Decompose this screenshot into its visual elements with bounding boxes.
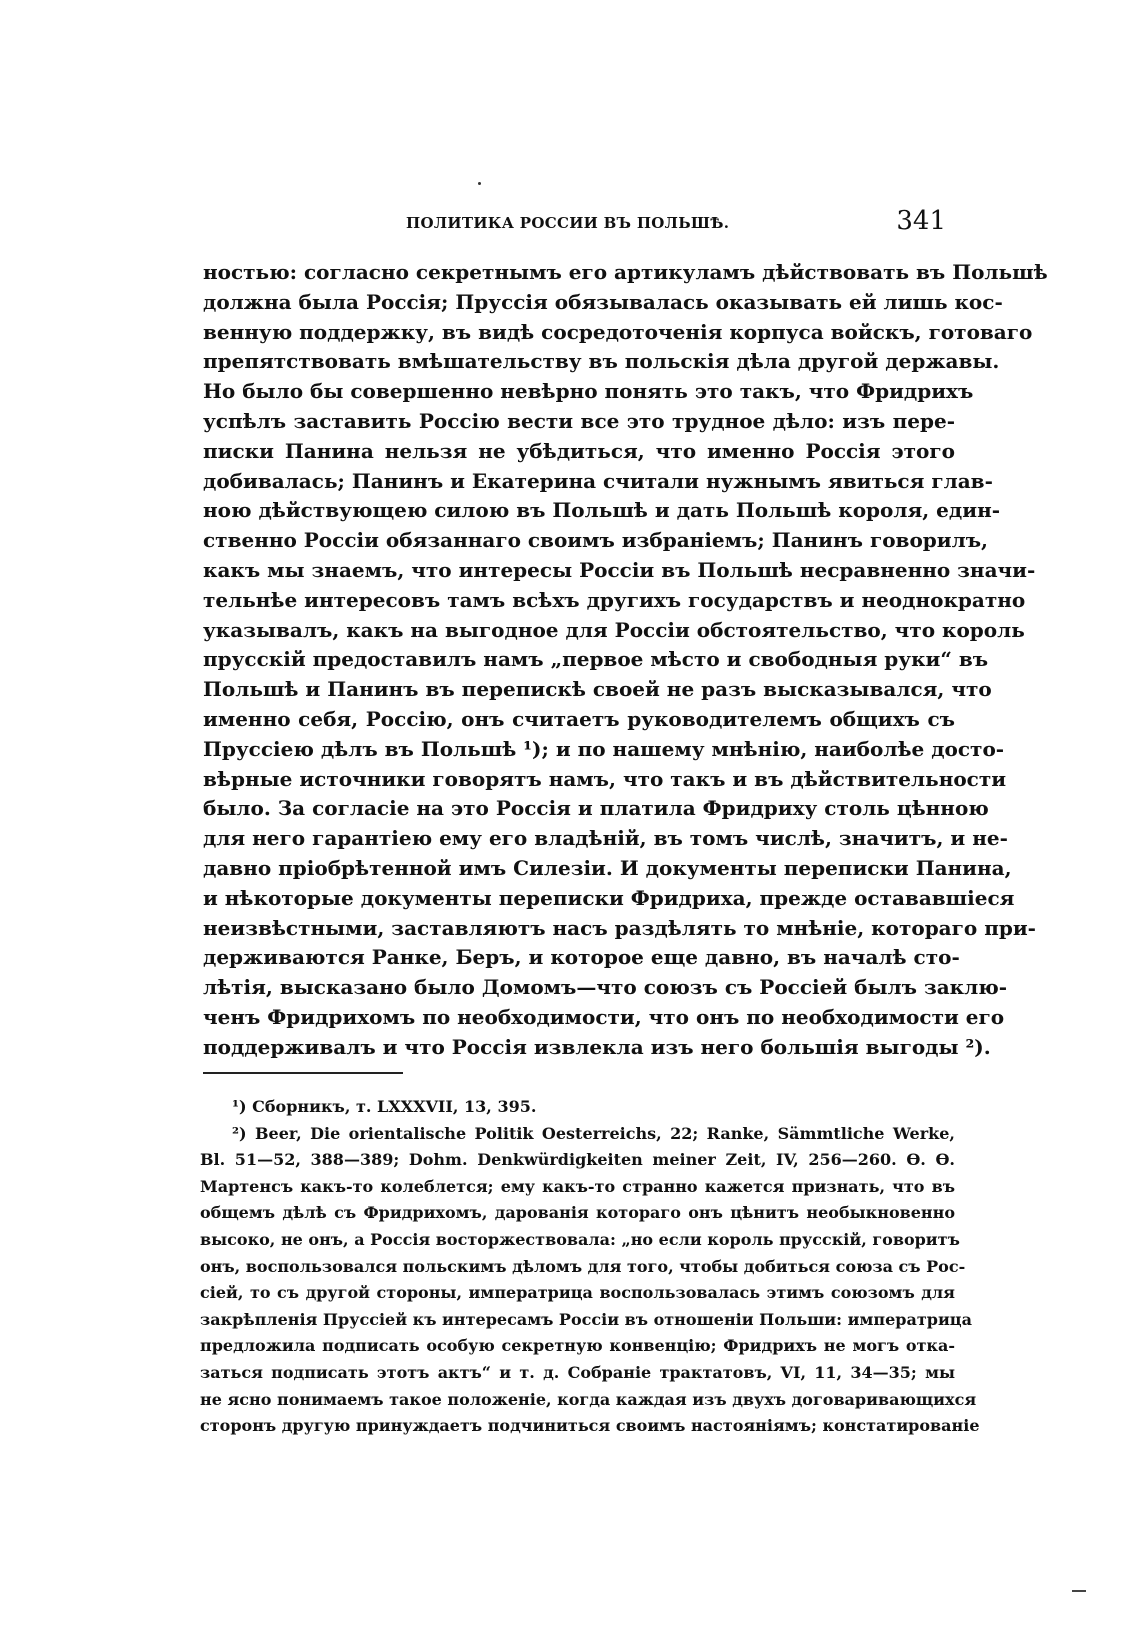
text-line: прусскій предоставилъ намъ „первое мѣсто и свободныя руки“ въ xyxy=(203,647,989,672)
text-line: венную поддержку, въ видѣ сосредоточенія корпуса войскъ, готоваго xyxy=(203,319,1033,344)
footnote-line: закрѣпленія Пруссіей къ интересамъ Россіи въ отношеніи Польши: императрица xyxy=(200,1309,972,1329)
page-header xyxy=(200,206,952,246)
text-line: успѣлъ заставить Россію вести все это трудное дѣло: изъ пере- xyxy=(203,408,955,433)
text-line: указывалъ, какъ на выгодное для Россіи обстоятельство, что король xyxy=(203,617,1025,642)
text-line: добивалась; Панинъ и Екатерина считали нужнымъ явиться глав- xyxy=(203,468,993,493)
text-line: и нѣкоторые документы переписки Фридриха, прежде остававшіеся xyxy=(203,885,1015,910)
text-line: Но было бы совершенно невѣрно понять это такъ, что Фридрихъ xyxy=(203,379,974,404)
footnote-line: Bl. 51—52, 388—389; Dohm. Denkwürdigkeiten meiner Zeit, IV, 256—260. Ѳ. Ѳ. xyxy=(200,1150,955,1170)
text-line: лѣтія, высказано было Домомъ—что союзъ съ Россіей былъ заклю- xyxy=(203,975,1008,1000)
ink-speck xyxy=(478,182,481,185)
footnote-line: онъ, воспользовался польскимъ дѣломъ для того, чтобы добиться союза съ Рос- xyxy=(200,1256,966,1276)
text-line: именно себя, Россію, онъ считаетъ руководителемъ общихъ съ xyxy=(203,706,955,731)
running-title: ПОЛИТИКА РОССИИ ВЪ ПОЛЬШѢ. xyxy=(406,214,730,232)
text-line: ною дѣйствующею силою въ Польшѣ и дать Польшѣ короля, един- xyxy=(203,498,1001,523)
footnotes xyxy=(200,1094,980,1440)
text-line: писки Панина нельзя не убѣдиться, что именно Россія этого xyxy=(203,438,955,463)
text-line: вѣрные источники говорятъ намъ, что такъ и въ дѣйствительности xyxy=(203,766,1007,791)
text-line: должна была Россія; Пруссія обязывалась оказывать ей лишь кос- xyxy=(203,289,1003,314)
footnote-line: Мартенсъ какъ-то колеблется; ему какъ-то странно кажется признать, что въ xyxy=(200,1176,955,1196)
text-line: какъ мы знаемъ, что интересы Россіи въ Польшѣ несравненно значи- xyxy=(203,557,1036,582)
footnote-line: не ясно понимаемъ такое положеніе, когда каждая изъ двухъ договаривающихся xyxy=(200,1389,977,1409)
page-number: 341 xyxy=(896,206,946,236)
footnote-line: ²) Beer, Die orientalische Politik Oesterreichs, 22; Ranke, Sämmtliche Werke, xyxy=(232,1123,955,1143)
text-line: ственно Россіи обязаннаго своимъ избраніемъ; Панинъ говорилъ, xyxy=(203,528,989,553)
edge-dash xyxy=(1072,1590,1086,1592)
text-line: для него гарантіею ему его владѣній, въ томъ числѣ, значитъ, и не- xyxy=(203,826,1008,851)
text-line: препятствовать вмѣшательству въ польскія дѣла другой державы. xyxy=(203,349,1000,374)
text-line: Пруссіею дѣлъ въ Польшѣ ¹); и по нашему мнѣнію, наиболѣе досто- xyxy=(203,736,1005,761)
footnote-separator xyxy=(203,1072,403,1074)
footnote-line: общемъ дѣлѣ съ Фридрихомъ, дарованія котораго онъ цѣнитъ необыкновенно xyxy=(200,1203,955,1223)
text-line: Польшѣ и Панинъ въ перепискѣ своей не разъ высказывался, что xyxy=(203,677,992,702)
text-line: держиваются Ранке, Беръ, и которое еще давно, въ началѣ сто- xyxy=(203,945,960,970)
text-line: тельнѣе интересовъ тамъ всѣхъ другихъ государствъ и неоднократно xyxy=(203,587,1026,612)
text-line: поддерживалъ и что Россія извлекла изъ него большія выгоды ²). xyxy=(203,1034,991,1059)
text-line: ностью: согласно секретнымъ его артикуламъ дѣйствовать въ Польшѣ xyxy=(203,260,1048,284)
main-text xyxy=(203,258,1048,1063)
text-line: неизвѣстными, заставляютъ насъ раздѣлять то мнѣніе, котораго при- xyxy=(203,915,1036,940)
footnote-line: ¹) Сборникъ, т. LXXXVII, 13, 395. xyxy=(232,1097,537,1116)
text-line: ченъ Фридрихомъ по необходимости, что онъ по необходимости его xyxy=(203,1004,1005,1029)
footnote-line: заться подписать этотъ актъ“ и т. д. Собраніе трактатовъ, VI, 11, 34—35; мы xyxy=(200,1362,955,1382)
footnote-line: сторонъ другую принуждаетъ подчиниться своимъ настояніямъ; констатированіе xyxy=(200,1416,980,1436)
text-line: давно пріобрѣтенной имъ Силезіи. И документы переписки Панина, xyxy=(203,855,1012,880)
footnote-line: предложила подписать особую секретную конвенцію; Фридрихъ не могъ отка- xyxy=(200,1336,955,1356)
footnote-line: сіей, то съ другой стороны, императрица воспользовалась этимъ союзомъ для xyxy=(200,1283,955,1303)
footnote-line: высоко, не онъ, а Россія восторжествовала: „но если король прусскій, говоритъ xyxy=(200,1229,960,1249)
text-line: было. За согласіе на это Россія и платила Фридриху столь цѣнною xyxy=(203,796,989,821)
